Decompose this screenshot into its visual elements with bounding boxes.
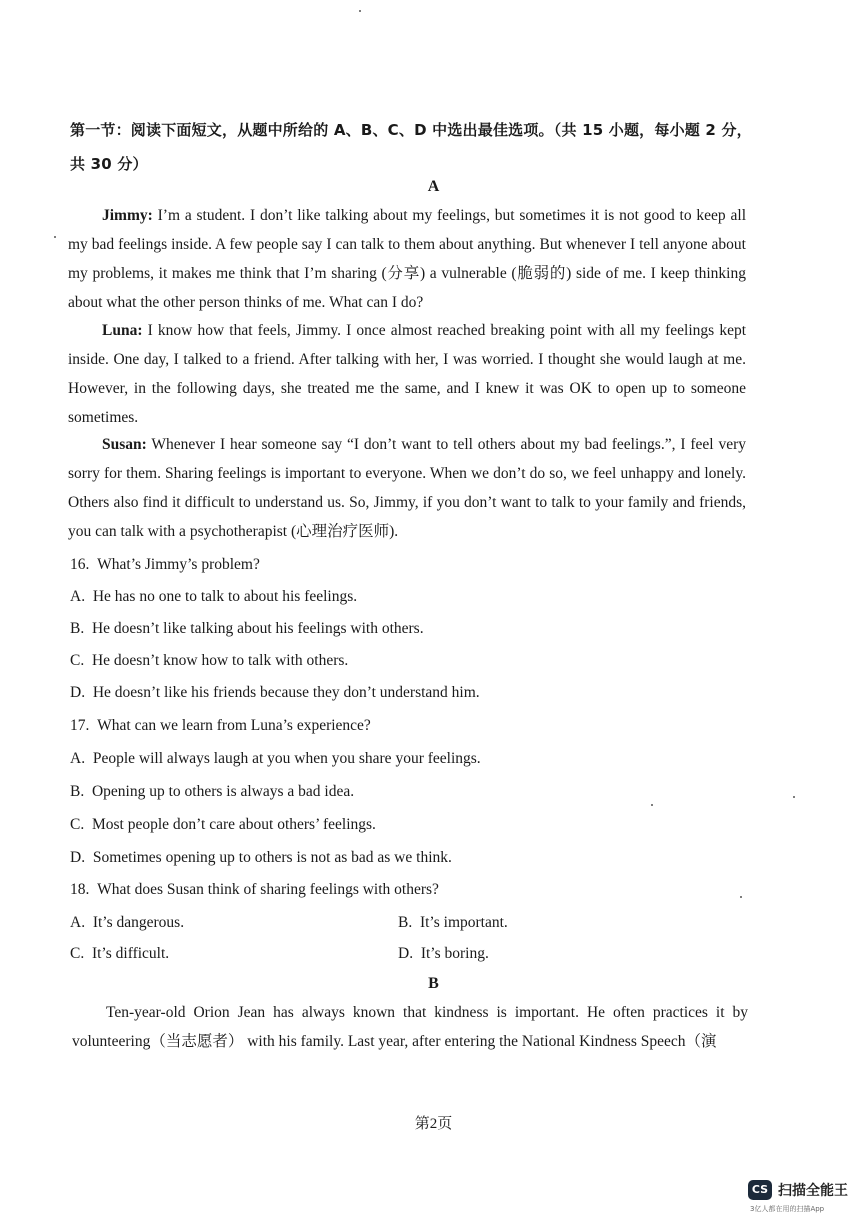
option-text: People will always laugh at you when you share your feelings. <box>92 750 481 767</box>
option-text: Most people don’t care about others’ feelings. <box>91 816 376 833</box>
section-instruction: 第一节：阅读下面短文，从题中所给的 A、B、C、D 中选出最佳选项。（共 15 小题，每小题 2 分，共 30 分） <box>70 121 752 173</box>
option-text: He doesn’t know how to talk with others. <box>91 652 349 669</box>
option-letter: D. <box>70 684 86 701</box>
question-17 <box>70 716 371 736</box>
option-letter: D. <box>70 849 86 866</box>
scan-speck <box>54 236 56 238</box>
option-letter: B. <box>70 620 85 637</box>
option-text: He has no one to talk to about his feelings. <box>92 588 358 605</box>
speaker-name: Jimmy: <box>102 207 153 224</box>
option-text: It’s difficult. <box>91 945 170 962</box>
option-17-b[interactable] <box>70 782 354 802</box>
option-17-a[interactable] <box>70 749 481 769</box>
option-18-c[interactable] <box>70 944 169 964</box>
option-16-d[interactable] <box>70 683 480 703</box>
page-number: 第2页 <box>414 1116 453 1132</box>
passage-a-title: A <box>427 178 440 195</box>
speaker-name: Susan: <box>102 436 147 453</box>
watermark-app-name: 扫描全能王 <box>778 1183 848 1199</box>
scan-speck <box>740 896 742 898</box>
question-number: 16. <box>70 556 90 573</box>
option-18-b[interactable] <box>398 913 508 933</box>
scan-speck <box>359 10 361 12</box>
passage-paragraph-luna <box>68 316 746 432</box>
question-stem: What does Susan think of sharing feelings with others? <box>97 881 439 898</box>
option-text: He doesn’t like his friends because they don’t understand him. <box>92 684 480 701</box>
option-letter: A. <box>70 588 86 605</box>
option-text: It’s boring. <box>420 945 489 962</box>
option-17-d[interactable] <box>70 848 452 868</box>
paragraph-text: I’m a student. I don’t like talking about my feelings, but sometimes it is not good to keep all my bad feelings inside. A few people say I can talk to them about anything. But whenever I tell anyone about my problems, it makes me think that I’m sharing (分享) a vulnerable (脆弱的) side of me. I keep thinking about what the other person thinks of me. What can I do? <box>68 207 746 311</box>
paragraph-text: I know how that feels, Jimmy. I once almost reached breaking point with all my feelings kept inside. One day, I talked to a friend. After talking with her, I was worried. I thought she would laugh at me. However, in the following days, she treated me the same, and I knew it was OK to open up to someone sometimes. <box>68 322 746 426</box>
option-16-b[interactable] <box>70 619 424 639</box>
option-16-a[interactable] <box>70 587 357 607</box>
option-letter: A. <box>70 750 86 767</box>
question-number: 17. <box>70 717 90 734</box>
option-letter: C. <box>70 816 85 833</box>
option-text: Opening up to others is always a bad idea. <box>91 783 355 800</box>
option-letter: C. <box>70 945 85 962</box>
option-letter: B. <box>70 783 85 800</box>
speaker-name: Luna: <box>102 322 143 339</box>
scan-speck <box>793 796 795 798</box>
option-16-c[interactable] <box>70 651 348 671</box>
passage-b-title: B <box>428 975 439 992</box>
question-18 <box>70 880 439 900</box>
option-18-a[interactable] <box>70 913 184 933</box>
option-text: He doesn’t like talking about his feelings with others. <box>91 620 424 637</box>
passage-paragraph-jimmy <box>68 201 746 317</box>
option-text: Sometimes opening up to others is not as bad as we think. <box>92 849 452 866</box>
option-letter: A. <box>70 914 86 931</box>
question-16 <box>70 555 260 575</box>
option-18-d[interactable] <box>398 944 489 964</box>
question-stem: What’s Jimmy’s problem? <box>97 556 260 573</box>
passage-paragraph-susan <box>68 430 746 546</box>
option-letter: D. <box>398 945 414 962</box>
option-text: It’s dangerous. <box>92 914 185 931</box>
option-17-c[interactable] <box>70 815 376 835</box>
camscanner-logo-icon: CS <box>748 1180 772 1200</box>
paragraph-text: Whenever I hear someone say “I don’t want to tell others about my bad feelings.”, I feel very sorry for them. Sharing feelings is important to everyone. When we don’t do so, we feel unhappy and lonely. Others also find it difficult to understand us. So, Jimmy, if you don’t want to talk to your family and friends, you can talk with a psychotherapist (心理治疗医师). <box>68 436 746 540</box>
paragraph-text: Ten-year-old Orion Jean has always known that kindness is important. He often practices it by volunteering（当志愿者） with his family. Last year, after entering the National Kindness Speech（演 <box>72 1004 748 1050</box>
question-stem: What can we learn from Luna’s experience? <box>97 717 371 734</box>
watermark-tagline: 3亿人都在用的扫描App <box>750 1205 825 1213</box>
question-number: 18. <box>70 881 90 898</box>
passage-b-paragraph <box>72 998 748 1056</box>
option-text: It’s important. <box>419 914 508 931</box>
scan-speck <box>651 804 653 806</box>
option-letter: B. <box>398 914 413 931</box>
option-letter: C. <box>70 652 85 669</box>
